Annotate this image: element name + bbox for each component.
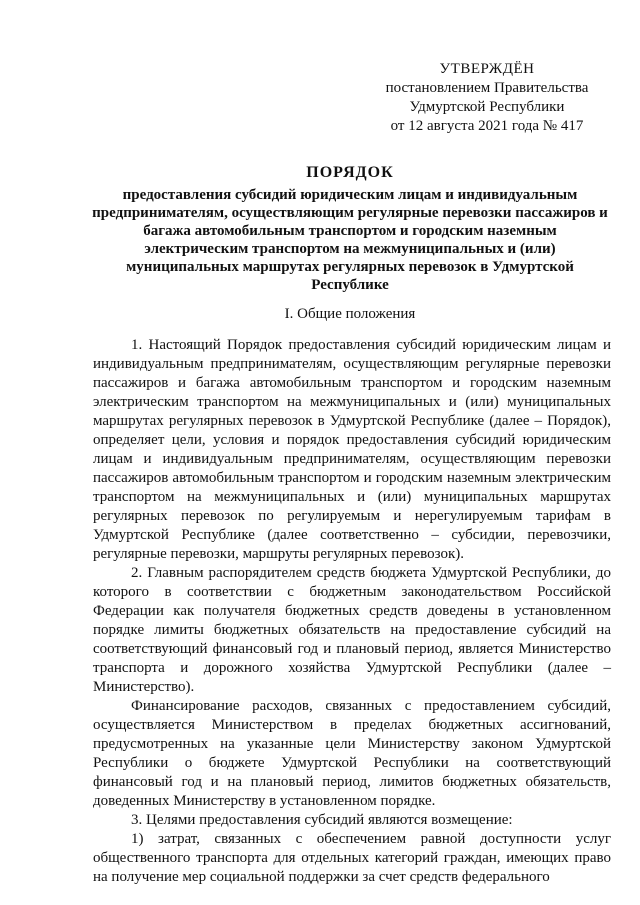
paragraph-3: Финансирование расходов, связанных с предоставлением субсидий, осуществляется Министерством в пределах бюджетных ассигнований, предусмотренных на указанные цели Министерству законом Удмуртской Республики о бюджете Удмуртской Республики на соответствующий финансовый год и на плановый период, лимитов бюджетных обязательств, доведенных Министерству в установленном порядке.	[93, 698, 611, 809]
approval-heading: УТВЕРЖДЁН	[439, 61, 535, 77]
paragraph-4: 3. Целями предоставления субсидий являются возмещение:	[131, 812, 513, 828]
paragraph-1: 1. Настоящий Порядок предоставления субсидий юридическим лицам и индивидуальным предпринимателям, осуществляющим регулярные перевозки пассажиров и багажа автомобильным транспортом и городским наземным электрическим транспортом на межмуниципальных и (или) муниципальных маршрутах регулярных перевозок в Удмуртской Республике (далее – Порядок), определяет цели, условия и порядок предоставления субсидий юридическим лицам и индивидуальным предпринимателям, осуществляющим перевозки пассажиров автомобильным транспортом и городским наземным электрическим транспортом на межмуниципальных и (или) муниципальных маршрутах регулярных перевозок по регулируемым и нерегулируемым тарифам в Удмуртской Республике (далее соответственно – субсидии, перевозчики, регулярные перевозки, маршруты регулярных перевозок).	[93, 337, 611, 562]
paragraph-5: 1) затрат, связанных с обеспечением равной доступности услуг общественного транспорта для отдельных категорий граждан, имеющих право на получение мер социальной поддержки за счет средств федерального	[93, 831, 611, 885]
approval-stamp	[372, 60, 602, 136]
document-title	[90, 164, 610, 294]
paragraph-2: 2. Главным распорядителем средств бюджета Удмуртской Республики, до которого в соответствии с бюджетным законодательством Российской Федерации как получателя бюджетных средств доведены в установленном порядке лимиты бюджетных обязательств на предоставление субсидий на соответствующий финансовый год и плановый период, является Министерство транспорта и дорожного хозяйства Удмуртской Республики (далее – Министерство).	[93, 565, 611, 695]
document-title-subtitle: предоставления субсидий юридическим лицам и индивидуальным предпринимателям, осуществляющим регулярные перевозки пассажиров и багажа автомобильным транспортом и городским наземным электрическим транспортом на межмуниципальных и (или) муниципальных маршрутах регулярных перевозок в Удмуртской Республике	[92, 187, 608, 293]
approval-line-2: Удмуртской Республики	[409, 99, 565, 115]
document-title-main: ПОРЯДОК	[306, 164, 394, 181]
approval-line-3: от 12 августа 2021 года № 417	[390, 118, 584, 134]
section-heading: I. Общие положения	[284, 306, 416, 322]
document-body	[93, 336, 611, 887]
approval-line-1: постановлением Правительства	[385, 80, 589, 96]
